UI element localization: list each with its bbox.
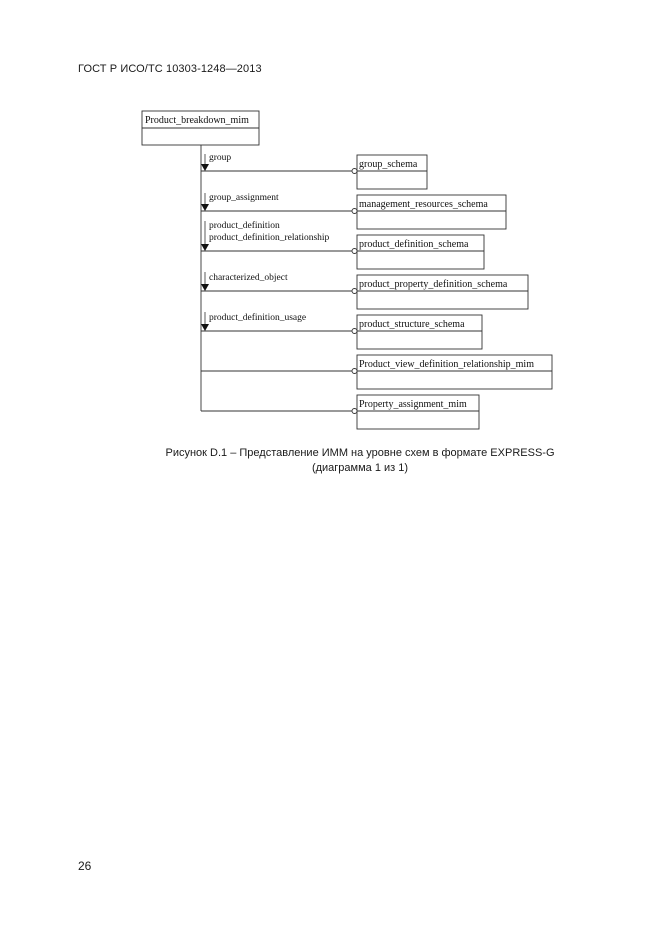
page-number: 26 (78, 859, 92, 873)
ref-end-circle-icon (352, 369, 357, 374)
use-arrow-icon (201, 164, 209, 171)
target-schema-name: Property_assignment_mim (359, 399, 467, 410)
caption-title: Рисунок D.1 – Представление ИММ на уровне схем в формате EXPRESS-G (165, 447, 555, 459)
use-arrow-icon (201, 244, 209, 251)
ref-label-characterized-object: characterized_object (209, 273, 288, 283)
document-header: ГОСТ Р ИСО/ТС 10303-1248—2013 (78, 63, 262, 75)
caption-subtitle: (диаграмма 1 из 1) (311, 462, 409, 474)
ref-end-circle-icon (352, 209, 357, 214)
target-schema-name: management_resources_schema (359, 199, 488, 210)
reference-row-1 (201, 153, 427, 189)
reference-row-4 (201, 272, 528, 309)
main-schema-name: Product_breakdown_mim (145, 115, 249, 126)
use-arrow-icon (201, 204, 209, 211)
target-schema-name: product_property_definition_schema (359, 279, 508, 290)
figure-caption (90, 446, 630, 476)
use-arrow-icon (201, 324, 209, 331)
ref-end-circle-icon (352, 289, 357, 294)
ref-label-group-assignment: group_assignment (209, 193, 279, 203)
ref-end-circle-icon (352, 409, 357, 414)
reference-row-7 (201, 395, 479, 429)
ref-label-product-definition: product_definition (209, 221, 280, 231)
ref-label-group: group (209, 153, 232, 163)
target-schema-name: Product_view_definition_relationship_mim (359, 359, 534, 370)
reference-row-6 (201, 355, 552, 389)
ref-end-circle-icon (352, 169, 357, 174)
target-schema-name: product_definition_schema (359, 239, 469, 250)
ref-end-circle-icon (352, 329, 357, 334)
ref-label-product-definition-usage: product_definition_usage (209, 313, 307, 323)
target-schema-name: product_structure_schema (359, 319, 465, 330)
use-arrow-icon (201, 284, 209, 291)
reference-row-5 (201, 312, 482, 349)
ref-end-circle-icon (352, 249, 357, 254)
ref-label-product-definition-relationship: product_definition_relationship (209, 233, 330, 243)
target-schema-name: group_schema (359, 159, 418, 170)
